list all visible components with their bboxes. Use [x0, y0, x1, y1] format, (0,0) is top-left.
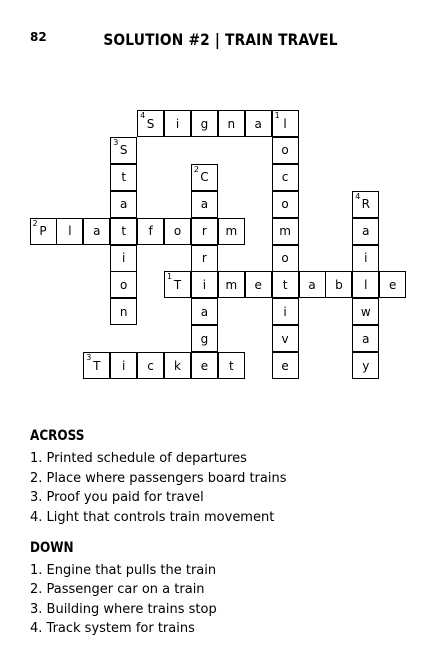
crossword-cell: [110, 271, 137, 298]
cell-letter: f: [148, 224, 153, 239]
across-clue-2: 2. Place where passengers board trains: [30, 471, 287, 486]
cell-letter: m: [225, 224, 238, 239]
cell-letter: t: [121, 170, 127, 185]
cell-letter: a: [200, 197, 209, 212]
cell-letter: S: [119, 143, 128, 158]
crossword-cell: [272, 325, 299, 352]
crossword-cell: [191, 352, 218, 379]
cell-letter: t: [228, 358, 234, 373]
crossword-cell: [191, 325, 218, 352]
cell-letter: m: [225, 277, 238, 292]
cell-letter: a: [120, 197, 128, 212]
clue-number: 4: [355, 191, 361, 201]
crossword-cell: [191, 218, 218, 245]
cell-letter: a: [362, 331, 370, 346]
cell-letter: i: [202, 277, 207, 292]
crossword-cell: [137, 110, 164, 137]
crossword-cell: [191, 191, 218, 218]
crossword-cell: [110, 164, 137, 191]
crossword-cell: [245, 271, 272, 298]
cell-letter: e: [281, 358, 289, 373]
clue-number: 2: [193, 164, 199, 174]
crossword-cell: [56, 218, 83, 245]
cell-letter: t: [121, 224, 127, 239]
cell-letter: R: [361, 197, 370, 212]
cell-letter: o: [281, 251, 289, 265]
crossword-cell: [299, 271, 326, 298]
cell-letter: S: [146, 116, 155, 131]
crossword-cell: [110, 137, 137, 164]
crossword-cell: [137, 218, 164, 245]
crossword-cell: [245, 110, 272, 137]
crossword-cell: [110, 298, 137, 325]
cell-letter: a: [200, 304, 209, 319]
down-clue-2: 2. Passenger car on a train: [30, 582, 205, 597]
clue-number: 1: [167, 272, 173, 282]
cell-letter: l: [68, 224, 72, 239]
cell-letter: i: [283, 304, 287, 319]
clue-number: 1: [274, 111, 280, 120]
cell-letter: i: [122, 358, 126, 373]
page-title: SOLUTION #2 | TRAIN TRAVEL: [103, 30, 338, 49]
cell-letter: i: [175, 116, 180, 131]
crossword-cell: [191, 164, 218, 191]
cell-letter: T: [173, 277, 182, 292]
across-clue-1: 1. Printed schedule of departures: [30, 451, 247, 466]
cell-letter: r: [201, 224, 207, 239]
cell-letter: o: [281, 197, 289, 212]
crossword-cell: [379, 271, 406, 298]
cell-letter: e: [200, 358, 209, 373]
crossword-cell: [218, 218, 245, 245]
crossword-cell: [83, 218, 110, 245]
crossword-cell: [272, 298, 299, 325]
crossword-cell: [352, 352, 379, 379]
cell-letter: k: [174, 358, 181, 373]
crossword-cell: [272, 218, 299, 245]
cell-letter: t: [282, 277, 288, 292]
clue-number: 3: [86, 353, 92, 363]
crossword-cell: [30, 218, 57, 245]
crossword-cell: [164, 352, 191, 379]
cell-letter: l: [283, 116, 287, 131]
page-number: 82: [30, 30, 47, 44]
cell-letter: o: [173, 224, 182, 239]
crossword-cell: [272, 191, 299, 218]
crossword-cell: [191, 245, 218, 272]
cell-letter: P: [39, 224, 47, 239]
crossword-cell: [218, 271, 245, 298]
crossword-cell: [83, 352, 110, 379]
crossword-cell: [272, 137, 299, 164]
clue-number: 2: [32, 218, 38, 228]
cell-letter: w: [360, 304, 371, 319]
crossword-cell: [352, 245, 379, 272]
crossword-cell: [164, 218, 191, 245]
crossword-cell: [272, 271, 299, 298]
cell-letter: o: [120, 277, 128, 292]
down-heading: DOWN: [30, 540, 74, 556]
cell-letter: m: [279, 224, 291, 239]
crossword-cell: [164, 271, 191, 298]
cell-letter: c: [147, 358, 154, 373]
crossword-cell: [352, 218, 379, 245]
down-clue-1: 1. Engine that pulls the train: [30, 563, 217, 578]
cell-letter: i: [122, 251, 126, 265]
crossword-cell: [164, 110, 191, 137]
cell-letter: a: [93, 224, 101, 239]
cell-letter: g: [200, 331, 209, 346]
cell-letter: o: [281, 143, 289, 158]
cell-letter: n: [119, 304, 128, 319]
clue-number: 3: [113, 137, 119, 147]
cell-letter: n: [227, 116, 236, 131]
crossword-cell: [352, 298, 379, 325]
cell-letter: y: [362, 358, 370, 373]
across-clue-4: 4. Light that controls train movement: [30, 510, 275, 525]
across-clue-3: 3. Proof you paid for travel: [30, 490, 204, 505]
down-clue-3: 3. Building where trains stop: [30, 602, 217, 617]
cell-letter: i: [364, 251, 368, 265]
crossword-cell: [352, 325, 379, 352]
crossword-cell: [191, 298, 218, 325]
cell-letter: g: [200, 116, 209, 131]
cell-letter: e: [254, 277, 262, 292]
crossword-cell: [137, 352, 164, 379]
crossword-cell: [272, 245, 299, 272]
cell-letter: r: [201, 251, 207, 265]
cell-letter: C: [200, 170, 209, 185]
crossword-cell: [110, 245, 137, 272]
crossword-cell: [191, 271, 218, 298]
cell-letter: b: [335, 277, 343, 292]
crossword-cell: [325, 271, 352, 298]
crossword-cell: [272, 352, 299, 379]
cell-letter: v: [281, 331, 289, 346]
crossword-cell: [110, 352, 137, 379]
cell-letter: e: [388, 277, 397, 292]
crossword-cell: [110, 218, 137, 245]
down-clue-4: 4. Track system for trains: [30, 621, 195, 636]
crossword-cell: [272, 164, 299, 191]
across-heading: ACROSS: [30, 428, 85, 444]
cell-letter: c: [281, 170, 289, 185]
cell-letter: a: [254, 116, 262, 131]
crossword-cell: [352, 271, 379, 298]
cell-letter: T: [93, 358, 101, 373]
cell-letter: a: [362, 224, 370, 239]
crossword-cell: [272, 110, 299, 137]
crossword-cell: [218, 110, 245, 137]
crossword-cell: [110, 191, 137, 218]
cell-letter: a: [308, 277, 316, 292]
crossword-cell: [191, 110, 218, 137]
cell-letter: l: [364, 277, 368, 292]
clue-number: 4: [140, 111, 146, 120]
crossword-cell: [352, 191, 379, 218]
crossword-cell: [218, 352, 245, 379]
